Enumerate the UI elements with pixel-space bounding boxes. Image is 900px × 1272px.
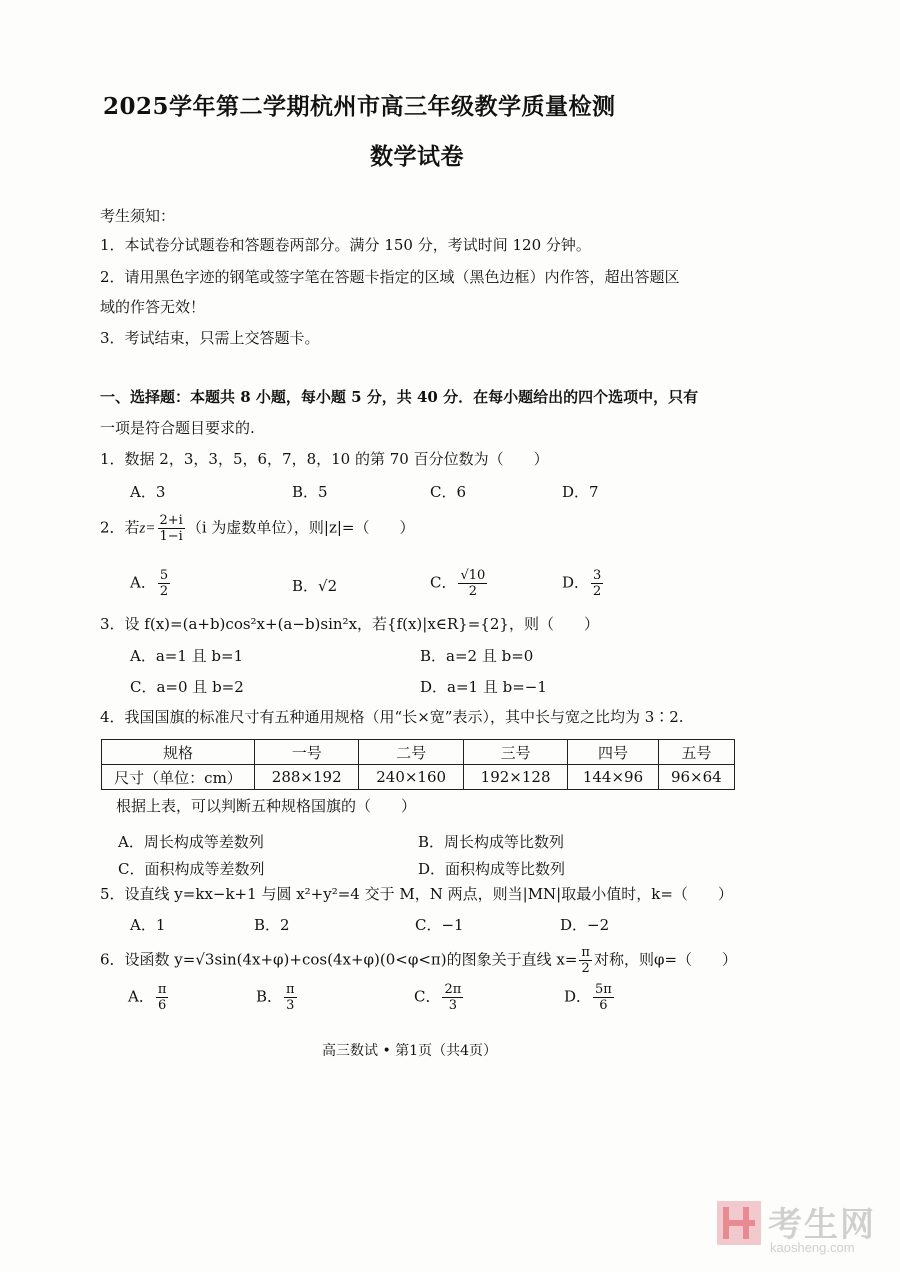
question-5-stem: 5．设直线 y=kx−k+1 与圆 x²+y²=4 交于 M，N 两点，则当|MN|取最小值时，k=（ ） <box>100 885 733 903</box>
q6-d-den: 6 <box>599 998 608 1013</box>
q2-d-label: D． <box>562 573 590 592</box>
q6-b-frac <box>284 982 297 1013</box>
q2-a-label: A． <box>130 573 156 592</box>
q5-option-d: D．−2 <box>560 916 610 934</box>
table-cell: 192×128 <box>463 765 567 790</box>
q2-frac-num: 2+i <box>159 513 183 528</box>
q2-option-b: B．√2 <box>292 577 338 595</box>
q6-a-frac <box>156 982 169 1013</box>
table-row <box>102 765 735 790</box>
notice-item-3: 3．考试结束，只需上交答题卡。 <box>100 329 320 347</box>
q6-b-label: B． <box>256 987 283 1006</box>
flag-size-table <box>101 739 735 790</box>
q5-option-b: B．2 <box>254 916 290 934</box>
q6-d-num: 5π <box>595 982 612 997</box>
q6-c-den: 3 <box>448 998 458 1013</box>
table-header-cell: 规格 <box>102 740 255 765</box>
q6-a-label: A． <box>128 987 154 1006</box>
q6-stem-a: 6．设函数 y=√3sin(4x+φ)+cos(4x+φ)(0<φ<π)的图象关于直线 x= <box>100 950 578 969</box>
section-heading <box>100 386 698 407</box>
q6-c-frac <box>442 982 463 1013</box>
question-4-stem: 4．我国国旗的标准尺寸有五种通用规格（用“长×宽”表示），其中长与宽之比均为 3∶2. <box>100 708 684 726</box>
q2-d-frac <box>591 568 603 599</box>
section-heading-2: 一项是符合题目要求的. <box>100 419 255 437</box>
q6-d-label: D． <box>564 987 592 1006</box>
q6-stem-num: π <box>581 945 590 960</box>
q2-prefix: 2．若 <box>100 518 140 537</box>
q6-option-c <box>414 982 465 1013</box>
q6-stem-frac <box>579 945 592 976</box>
table-header-row <box>102 740 735 765</box>
q2-d-num: 3 <box>593 568 602 583</box>
notice-heading: 考生须知： <box>100 207 176 225</box>
q2-z: z= <box>139 520 156 537</box>
q2-a-frac <box>158 568 170 599</box>
q4-option-d: D．面积构成等比数列 <box>418 860 566 878</box>
q2-c-num: √10 <box>460 568 486 583</box>
q1-option-d: D．7 <box>562 483 599 501</box>
section-heading-text: 一、选择题：本题共 8 小题，每小题 5 分，共 40 分．在每小题给出的四个选项中，只有 <box>100 388 699 406</box>
table-cell: 144×96 <box>568 765 658 790</box>
notice-item-2a: 2．请用黑色字迹的钢笔或签字笔在答题卡指定的区域（黑色边框）内作答，超出答题区 <box>100 268 680 286</box>
q4-option-b: B．周长构成等比数列 <box>418 833 565 851</box>
table-cell: 288×192 <box>255 765 359 790</box>
q4-option-a: A．周长构成等差数列 <box>118 833 264 851</box>
question-6-stem <box>100 945 737 976</box>
q6-stem-b: 对称，则φ=（ ） <box>593 950 738 969</box>
q2-option-a <box>130 568 172 599</box>
watermark-url: kaosheng.com <box>770 1240 855 1255</box>
q2-c-den: 2 <box>468 584 478 599</box>
notice-item-1: 1．本试卷分试题卷和答题卷两部分。满分 150 分，考试时间 120 分钟。 <box>100 236 591 254</box>
q3-option-c: C．a=0 且 b=2 <box>130 678 244 696</box>
table-header-cell: 一号 <box>255 740 359 765</box>
exam-subtitle: 数学试卷 <box>370 143 464 170</box>
q6-b-num: π <box>286 982 295 997</box>
q4-prompt: 根据上表，可以判断五种规格国旗的（ ） <box>116 797 417 815</box>
question-3-stem: 3．设 f(x)=(a+b)cos²x+(a−b)sin²x，若{f(x)|x∈R}={2}，则（ ） <box>100 615 599 633</box>
table-header-cell: 三号 <box>463 740 567 765</box>
page-footer: 高三数试 • 第1页（共4页） <box>322 1043 497 1059</box>
watermark-text: 考生网 <box>768 1206 876 1244</box>
q3-option-a: A．a=1 且 b=1 <box>130 647 244 665</box>
q2-d-den: 2 <box>593 584 602 599</box>
q2-option-d <box>562 568 605 599</box>
q3-option-b: B．a=2 且 b=0 <box>420 647 534 665</box>
q2-frac-den: 1−i <box>159 529 183 544</box>
q6-option-a <box>128 982 170 1013</box>
question-2-stem <box>100 513 415 544</box>
exam-title: 2025学年第二学期杭州市高三年级教学质量检测 <box>103 93 616 120</box>
q1-option-c: C．6 <box>430 483 467 501</box>
notice-item-2b: 域的作答无效！ <box>100 298 206 316</box>
q2-option-c <box>430 568 489 599</box>
q2-suffix: （i 为虚数单位），则|z|=（ ） <box>186 518 415 537</box>
q6-option-d <box>564 982 616 1013</box>
q2-a-num: 5 <box>159 568 169 583</box>
q2-c-label: C． <box>430 573 457 592</box>
q6-option-b <box>256 982 299 1013</box>
table-header-cell: 四号 <box>568 740 658 765</box>
q6-d-frac <box>593 982 614 1013</box>
table-header-cell: 五号 <box>658 740 734 765</box>
q6-c-label: C． <box>414 987 441 1006</box>
q6-b-den: 3 <box>286 998 295 1013</box>
table-header-cell: 二号 <box>359 740 463 765</box>
q2-c-frac <box>458 568 487 599</box>
table-cell: 240×160 <box>359 765 463 790</box>
table-cell: 96×64 <box>658 765 734 790</box>
q6-a-den: 6 <box>157 998 167 1013</box>
q5-option-a: A．1 <box>130 916 166 934</box>
q6-c-num: 2π <box>444 982 462 997</box>
q2-a-den: 2 <box>159 584 169 599</box>
question-1-stem: 1．数据 2，3，3，5，6，7，8，10 的第 70 百分位数为（ ） <box>100 450 549 468</box>
table-cell: 尺寸（单位：cm） <box>102 765 255 790</box>
q6-a-num: π <box>157 982 167 997</box>
q2-fraction <box>158 513 185 544</box>
q1-option-b: B．5 <box>292 483 328 501</box>
q3-option-d: D．a=1 且 b=−1 <box>420 678 547 696</box>
q1-option-a: A．3 <box>130 483 166 501</box>
watermark-logo-icon <box>717 1201 761 1245</box>
q5-option-c: C．−1 <box>415 916 464 934</box>
q6-stem-den: 2 <box>581 961 590 976</box>
q4-option-c: C．面积构成等差数列 <box>118 860 265 878</box>
